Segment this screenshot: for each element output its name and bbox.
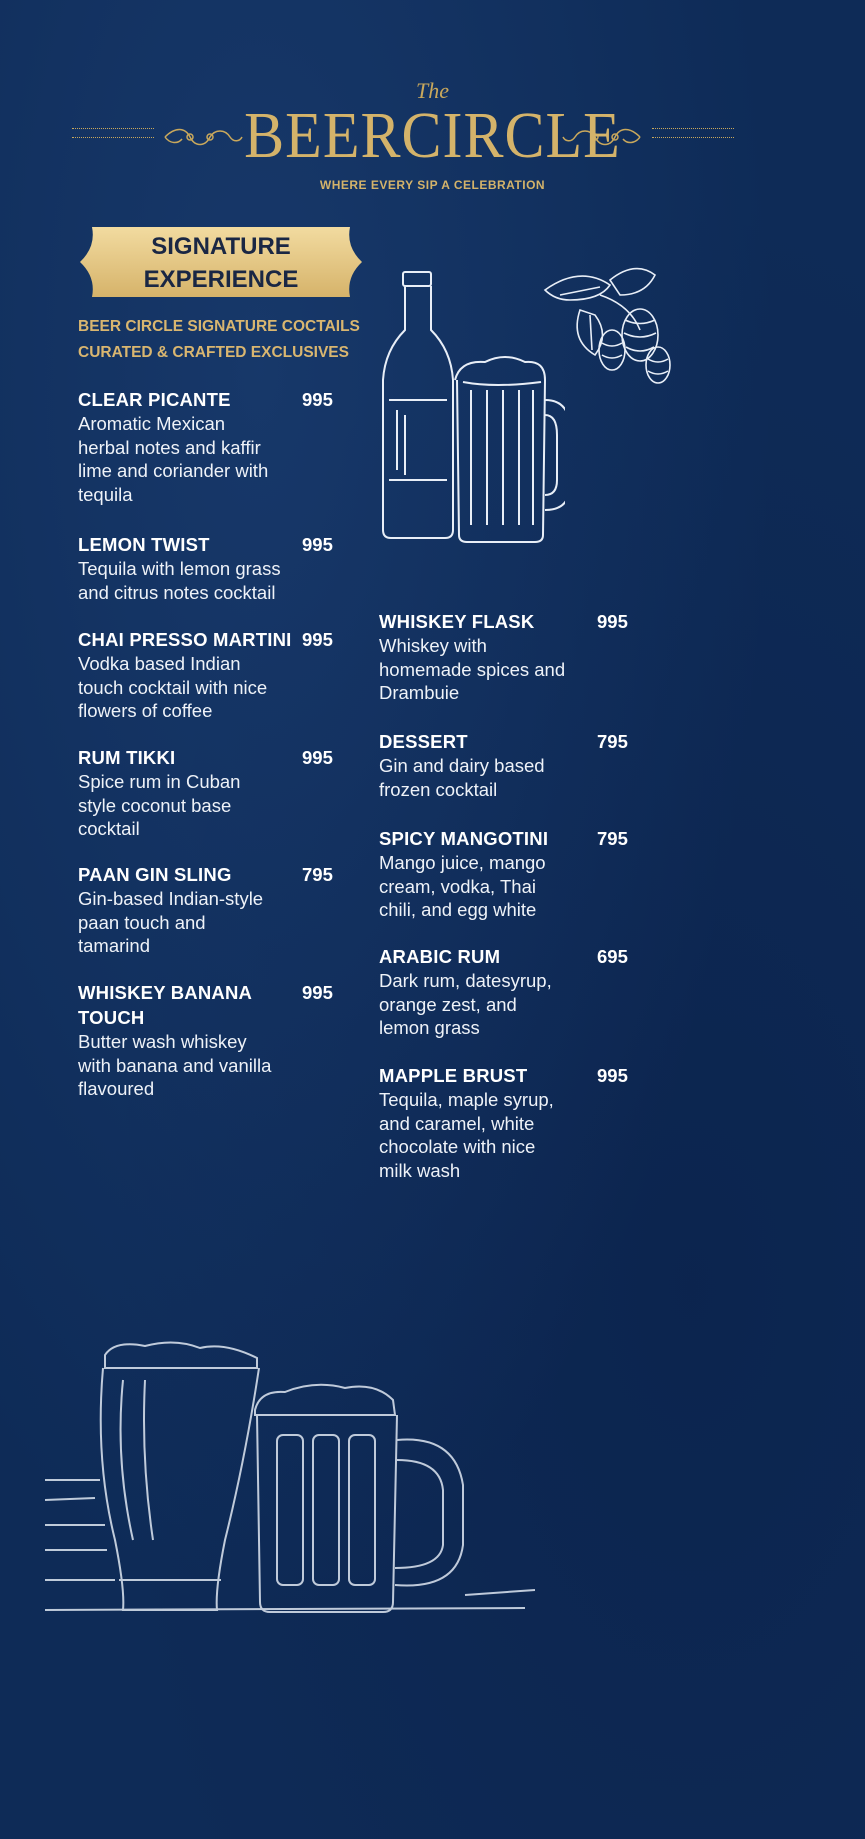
description-line: paan touch and: [78, 911, 206, 933]
banner-title: [80, 230, 362, 296]
menu-item-description: [379, 754, 545, 801]
description-line: Mango juice, mango: [379, 852, 546, 873]
menu-item-price: 695: [597, 946, 628, 967]
description-line: Tequila with lemon grass: [78, 558, 281, 579]
tagline: WHERE EVERY SIP A CELEBRATION: [319, 178, 546, 192]
menu-item-name: LEMON TWIST: [78, 534, 210, 555]
menu-item-price: 995: [597, 611, 628, 632]
menu-item-price: 795: [597, 731, 628, 752]
menu-item-price: 995: [597, 1065, 628, 1086]
description-line: milk wash: [379, 1159, 461, 1181]
menu-item-price: 995: [302, 982, 333, 1003]
menu-item-name: WHISKEY BANANA: [78, 982, 253, 1003]
menu-item-price: 795: [597, 828, 628, 849]
menu-item-name: PAAN GIN SLING: [78, 864, 232, 885]
menu-item-name: RUM TIKKI: [78, 747, 176, 768]
menu-item-description: [78, 652, 267, 723]
menu-item-description: [78, 557, 281, 604]
description-line: Gin-based Indian-style: [78, 888, 264, 909]
description-line: cocktail: [78, 818, 140, 839]
menu-item-name: DESSERT: [379, 731, 468, 752]
description-line: touch cocktail with nice: [78, 676, 268, 698]
description-line: and caramel, white: [379, 1112, 535, 1134]
description-line: tequila: [78, 483, 133, 505]
menu-item-description: [379, 851, 546, 922]
description-line: orange zest, and: [379, 993, 517, 1015]
menu-item-name: WHISKEY FLASK: [379, 611, 535, 632]
menu-item-name: CHAI PRESSO MARTINI: [78, 629, 292, 650]
description-line: Whiskey with: [379, 635, 487, 656]
menu-item-name: CLEAR PICANTE: [78, 389, 231, 410]
description-line: homemade spices and: [379, 658, 566, 680]
menu-item-name-line2: TOUCH: [78, 1007, 145, 1028]
description-line: lime and coriander with: [78, 460, 269, 481]
menu-item-description: [379, 1088, 554, 1182]
description-line: style coconut base: [78, 794, 232, 816]
description-line: with banana and vanilla: [78, 1054, 272, 1076]
description-line: Aromatic Mexican: [78, 413, 226, 434]
menu-item-price: 995: [302, 747, 333, 768]
menu-item-description: [78, 770, 240, 841]
menu-item-description: [78, 887, 263, 958]
description-line: Vodka based Indian: [78, 653, 241, 674]
menu-item-name: MAPPLE BRUST: [379, 1065, 528, 1086]
description-line: tamarind: [78, 935, 150, 956]
menu-item-price: 995: [302, 389, 333, 410]
section-banner: [80, 227, 362, 297]
menu-item-description: [78, 1030, 271, 1101]
description-line: chili, and egg white: [379, 899, 537, 920]
menu-item-price: 995: [302, 629, 333, 650]
subtitle-signature: BEER CIRCLE SIGNATURE COCTAILS: [78, 318, 360, 335]
menu-item-price: 795: [302, 864, 333, 885]
banner-line-2: EXPERIENCE: [143, 266, 299, 293]
logo-the: The: [416, 78, 449, 103]
description-line: flavoured: [78, 1078, 155, 1099]
beer-glasses-illustration-icon: [45, 1340, 535, 1620]
description-line: lemon grass: [379, 1017, 480, 1038]
menu-item-price: 995: [302, 534, 333, 555]
menu-item-name: ARABIC RUM: [379, 946, 501, 967]
description-line: flowers of coffee: [78, 700, 213, 721]
description-line: frozen cocktail: [379, 778, 498, 800]
description-line: Gin and dairy based: [379, 755, 545, 776]
bottle-and-mug-illustration-icon: [375, 270, 565, 545]
description-line: Dark rum, datesyrup,: [379, 970, 552, 991]
logo-wordmark: BEERCIRCLE: [244, 98, 621, 172]
description-line: cream, vodka, Thai: [379, 875, 536, 897]
subtitle-curated: CURATED & CRAFTED EXCLUSIVES: [78, 344, 349, 361]
description-line: and citrus notes cocktail: [78, 581, 276, 603]
banner-line-1: SIGNATURE: [151, 233, 291, 260]
menu-item-description: [379, 969, 552, 1040]
description-line: Drambuie: [379, 682, 460, 703]
description-line: herbal notes and kaffir: [78, 436, 261, 458]
menu-item-description: [379, 634, 565, 705]
description-line: Spice rum in Cuban: [78, 771, 241, 792]
description-line: Butter wash whiskey: [78, 1031, 247, 1052]
description-line: chocolate with nice: [379, 1136, 536, 1157]
menu-item-name: SPICY MANGOTINI: [379, 828, 549, 849]
hops-illustration-icon: [540, 255, 680, 395]
description-line: Tequila, maple syrup,: [379, 1089, 554, 1110]
menu-item-description: [78, 412, 268, 506]
